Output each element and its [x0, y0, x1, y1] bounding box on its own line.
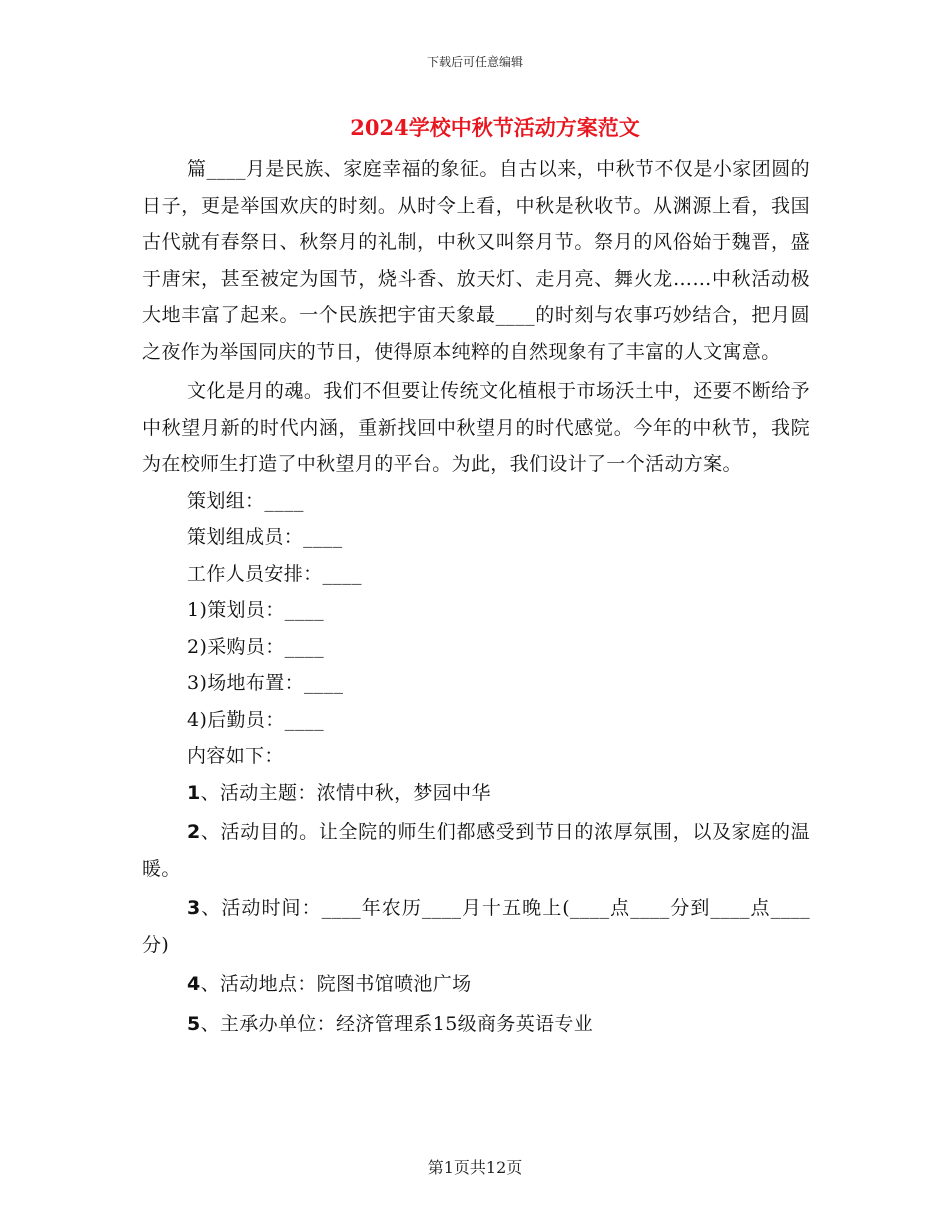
item-number: 3	[187, 897, 201, 919]
line-purchaser: 2)采购员：____	[187, 635, 325, 658]
line-content-intro: 内容如下：	[187, 745, 284, 767]
document-body	[142, 151, 810, 1042]
item-text: 、主承办单位：经济管理系15级商务英语专业	[200, 1012, 594, 1035]
list-item-time	[142, 890, 810, 963]
line-staff: 工作人员安排：____	[187, 562, 362, 585]
line-venue: 3)场地布置：____	[187, 672, 344, 694]
line-group-members: 策划组成员：____	[187, 526, 343, 548]
list-item-organizer	[142, 1006, 810, 1043]
document-title: 2024学校中秋节活动方案范文	[350, 115, 640, 140]
line-planner: 1)策划员：____	[187, 599, 325, 621]
item-number: 5	[187, 1012, 201, 1035]
page-number: 第1页共12页	[427, 1158, 523, 1177]
list-item-theme	[142, 775, 810, 812]
item-text: 、活动时间：____年农历____月十五晚上(____点____分到____点____分)	[142, 897, 810, 956]
line-logistics: 4)后勤员：____	[187, 708, 325, 731]
item-number: 4	[187, 973, 201, 995]
item-text: 、活动目的。让全院的师生们都感受到节日的浓厚氛围，以及家庭的温暖。	[142, 821, 810, 880]
header-note: 下载后可任意编辑	[426, 55, 523, 69]
item-text: 、活动地点：院图书馆喷池广场	[200, 973, 472, 995]
list-item-purpose	[142, 814, 810, 887]
list-item-location	[142, 966, 810, 1003]
paragraph-intro: 篇____月是民族、家庭幸福的象征。自古以来，中秋节不仅是小家团圆的日子，更是举国欢庆的时刻。从时令上看，中秋是秋收节。从渊源上看，我国古代就有春祭日、秋祭月的礼制，中秋又叫祭月节。祭月的风俗始于魏晋，盛于唐宋，甚至被定为国节，烧斗香、放天灯、走月亮、舞火龙……中秋活动极大地丰富了起来。一个民族把宇宙天象最____的时刻与农事巧妙结合，把月圆之夜作为举国同庆的节日，使得原本纯粹的自然现象有了丰富的人文寓意。	[142, 158, 810, 363]
paragraph-culture: 文化是月的魂。我们不但要让传统文化植根于市场沃土中，还要不断给予中秋望月新的时代内涵，重新找回中秋望月的时代感觉。今年的中秋节，我院为在校师生打造了中秋望月的平台。为此，我们设计了一个活动方案。	[142, 380, 810, 475]
item-number: 2	[187, 821, 201, 843]
line-planning-group: 策划组：____	[187, 489, 304, 512]
item-number: 1	[187, 781, 201, 804]
item-text: 、活动主题：浓情中秋，梦园中华	[200, 781, 491, 804]
